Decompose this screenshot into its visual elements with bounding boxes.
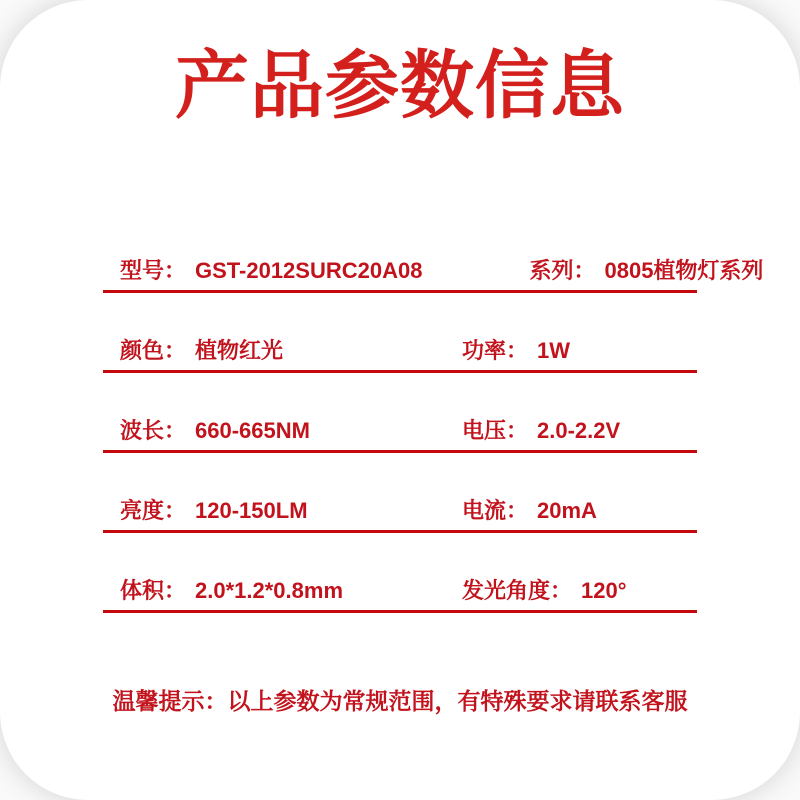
spec-value: 1W (537, 338, 571, 363)
spec-row-color-power (103, 293, 697, 373)
spec-value: 120-150LM (195, 498, 308, 523)
spec-label: 体积： (120, 578, 187, 603)
spec-value: GST-2012SURC20A08 (195, 258, 423, 283)
spec-label: 电流： (462, 498, 529, 523)
page-title: 产品参数信息 (175, 44, 625, 127)
spec-row-brightness-current (103, 453, 697, 533)
spec-value: 20mA (537, 498, 597, 523)
spec-table (103, 213, 764, 613)
spec-label: 功率： (462, 338, 529, 363)
spec-label: 颜色： (120, 338, 187, 363)
spec-cell-brightness (103, 500, 355, 522)
notice-text: 温馨提示：以上参数为常规范围，有特殊要求请联系客服 (112, 688, 688, 714)
spec-label: 电压： (462, 418, 529, 443)
spec-row-size-angle (103, 533, 697, 613)
spec-value: 0805植物灯系列 (604, 258, 764, 283)
spec-value: 植物红光 (195, 338, 284, 363)
spec-label: 系列： (529, 258, 596, 283)
spec-cell-series (422, 260, 763, 282)
spec-cell-current (355, 500, 697, 522)
spec-label: 发光角度： (462, 578, 573, 603)
spec-label: 型号： (120, 258, 187, 283)
spec-row-model-series (103, 213, 764, 293)
spec-value: 2.0-2.2V (537, 418, 621, 443)
spec-label: 亮度： (120, 498, 187, 523)
spec-label: 波长： (120, 418, 187, 443)
spec-value: 660-665NM (195, 418, 310, 443)
spec-cell-power (355, 340, 697, 362)
spec-row-wavelength-voltage (103, 373, 697, 453)
spec-value: 120° (581, 578, 627, 603)
spec-cell-voltage (355, 420, 697, 442)
spec-value: 2.0*1.2*0.8mm (195, 578, 344, 603)
spec-cell-color (103, 340, 355, 362)
spec-cell-beam-angle (355, 580, 697, 602)
spec-cell-size (103, 580, 355, 602)
spec-cell-wavelength (103, 420, 355, 442)
spec-cell-model (103, 260, 422, 282)
